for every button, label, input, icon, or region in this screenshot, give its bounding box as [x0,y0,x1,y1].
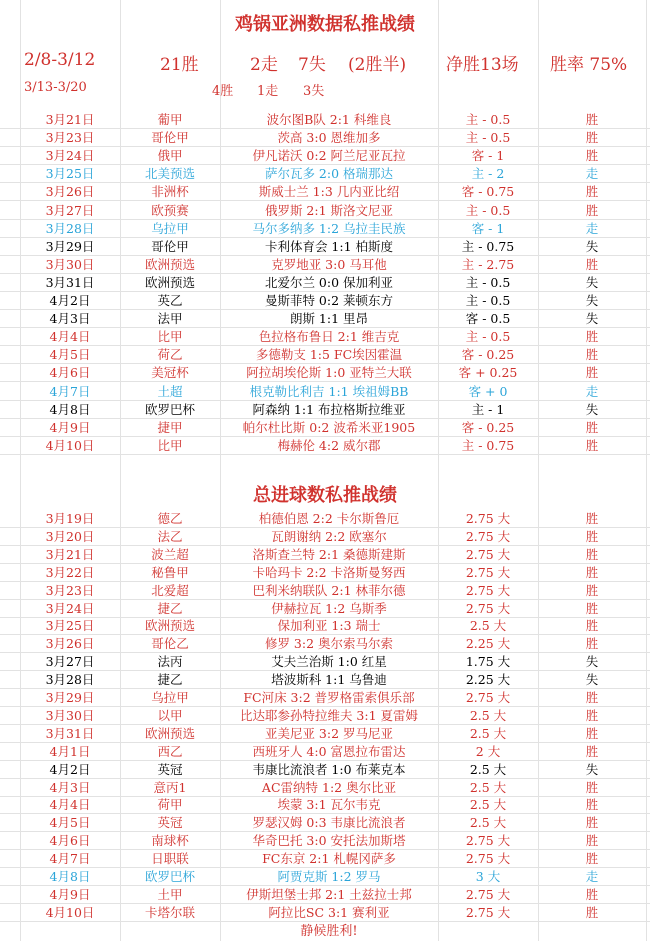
row-result: 胜 [585,511,599,526]
row-odds: 2.25 大 [465,672,511,688]
row-date: 4月3日 [49,311,91,327]
row-league: 波兰超 [151,546,189,562]
row-match: 多德勒支 1:5 FC埃因霍温 [255,347,403,363]
row-league: 荷乙 [157,347,183,363]
row-league: 土超 [157,383,183,399]
row-league: 哥伦甲 [151,238,189,254]
row-odds: 主 - 0.75 [461,437,515,453]
row-date: 4月9日 [49,886,91,902]
row-odds: 主 - 0.5 [465,130,511,146]
row-odds: 主 - 0.5 [465,202,511,218]
row-date: 4月7日 [49,383,91,399]
row-odds: 2.5 大 [469,815,507,831]
row-odds: 2 大 [475,743,501,759]
row-date: 3月21日 [45,112,95,127]
table-row [0,183,650,200]
summary-period: 2/8-3/12 [24,50,96,70]
row-odds: 2.75 大 [465,886,511,902]
row-league: 捷甲 [157,419,183,435]
row-result: 胜 [585,797,599,813]
row-odds: 客 - 0.75 [461,184,515,200]
row-date: 3月28日 [45,220,95,236]
row-odds: 主 - 1 [471,401,505,417]
row-date: 3月25日 [45,618,95,634]
row-date: 3月30日 [45,256,95,272]
row-result: 走 [585,220,599,236]
row-match: 阿拉比SC 3:1 赛利亚 [268,904,390,920]
row-league: 荷甲 [157,797,183,813]
row-odds: 客 + 0 [468,383,508,399]
row-match: 韦康比流浪者 1:0 布莱克本 [252,761,406,777]
table-row [0,202,650,219]
row-result: 胜 [585,707,599,723]
row-league: 欧洲预选 [144,256,195,272]
row-result: 失 [585,761,599,777]
row-league: 比甲 [157,437,183,453]
table-row [0,383,650,400]
table-row [0,904,650,921]
row-result: 失 [585,672,599,688]
row-date: 3月28日 [45,672,95,688]
row-match: 艾夫兰治斯 1:0 红星 [271,654,387,670]
table-row [0,437,650,454]
row-league: 日职联 [151,851,189,867]
row-date: 3月21日 [45,546,95,562]
row-date: 4月5日 [49,347,91,363]
row-result: 胜 [585,618,599,634]
row-match: 西班牙人 4:0 富恩拉布雷达 [252,743,406,759]
row-odds: 2.5 大 [469,725,507,741]
row-date: 4月4日 [49,797,91,813]
row-match: 柏德伯恩 2:2 卡尔斯鲁厄 [258,511,400,526]
row-league: 捷乙 [157,600,183,616]
table-row [0,707,650,724]
row-date: 3月19日 [45,511,95,526]
row-date: 3月23日 [45,130,95,146]
summary-net: 净胜13场 [446,55,519,75]
row-odds: 2.5 大 [469,797,507,813]
table-row [0,796,650,813]
row-league: 哥伦甲 [151,130,189,146]
table-row [0,814,650,831]
table-row [0,528,650,545]
row-odds: 客 - 0.25 [461,419,515,435]
row-match: 瓦朗谢纳 2:2 欧塞尔 [271,528,387,544]
row-league: 法丙 [157,654,183,670]
row-date: 3月30日 [45,707,95,723]
table-row [0,564,650,581]
row-result: 胜 [585,833,599,849]
row-match: 比达耶参孙特拉维夫 3:1 夏雷姆 [239,707,419,723]
row-league: 乌拉甲 [151,690,189,705]
row-match: 萨尔瓦多 2:0 格瑞那达 [264,166,394,182]
table-row [0,256,650,273]
row-league: 英冠 [157,761,183,777]
row-date: 4月1日 [49,743,91,759]
row-league: 哥伦乙 [151,636,189,652]
row-date: 3月31日 [45,274,95,290]
row-result: 胜 [585,112,599,127]
row-league: 欧罗巴杯 [144,401,195,417]
row-odds: 2.25 大 [465,636,511,652]
row-odds: 2.75 大 [465,690,511,705]
row-date: 3月31日 [45,725,95,741]
row-match: 斯威士兰 1:3 几内亚比绍 [258,184,400,200]
row-odds: 客 - 1 [471,148,505,164]
row-result: 胜 [585,528,599,544]
row-result: 胜 [585,437,599,453]
row-match: 根克勒比利吉 1:1 埃祖姆BB [249,383,409,399]
row-match: 伊凡诺沃 0:2 阿兰尼亚瓦拉 [252,148,406,164]
row-result: 走 [585,166,599,182]
row-result: 走 [585,869,599,884]
row-odds: 客 + 0.25 [458,365,518,381]
table-row [0,671,650,688]
summary2-wins: 4胜 [212,84,234,99]
row-odds: 2.5 大 [469,779,507,795]
row-result: 胜 [585,904,599,920]
row-date: 3月23日 [45,582,95,598]
row-league: 英冠 [157,815,183,831]
row-odds: 主 - 0.5 [465,112,511,127]
row-match: 塔波斯科 1:1 乌鲁迪 [271,672,387,688]
table-row [0,546,650,563]
row-match: AC雷纳特 1:2 奥尔比亚 [261,779,397,795]
row-result: 走 [585,383,599,399]
row-match: 华奇巴托 3:0 安托法加斯塔 [252,833,406,849]
row-match: FC东京 2:1 札幌冈萨多 [262,851,396,867]
row-match: 埃蒙 3:1 瓦尔韦克 [277,797,381,813]
row-date: 4月6日 [49,833,91,849]
row-result: 胜 [585,636,599,652]
row-date: 4月8日 [49,869,91,884]
row-result: 失 [585,401,599,417]
row-league: 法甲 [157,311,183,327]
row-match: 北爱尔兰 0:0 保加利亚 [264,274,394,290]
row-league: 德乙 [157,511,183,526]
table-row [0,617,650,634]
row-league: 西乙 [157,743,183,759]
row-league: 秘鲁甲 [151,564,189,580]
row-match: 色拉格布鲁日 2:1 维吉克 [258,329,400,345]
row-odds: 2.75 大 [465,546,511,562]
row-odds: 3 大 [475,869,501,884]
row-league: 意丙1 [153,779,187,795]
row-league: 土甲 [157,886,183,902]
row-odds: 2.5 大 [469,761,507,777]
row-league: 欧预赛 [151,202,189,218]
row-odds: 2.5 大 [469,707,507,723]
row-match: 阿拉胡埃伦斯 1:0 亚特兰大联 [246,365,412,381]
row-result: 胜 [585,202,599,218]
row-odds: 客 - 0.25 [461,347,515,363]
row-league: 乌拉甲 [151,220,189,236]
table-row [0,600,650,617]
row-odds: 主 - 0.75 [461,238,515,254]
row-date: 3月24日 [45,148,95,164]
row-date: 3月29日 [45,238,95,254]
row-odds: 主 - 0.5 [465,329,511,345]
row-result: 失 [585,238,599,254]
table-row [0,761,650,778]
row-date: 3月27日 [45,654,95,670]
row-odds: 2.75 大 [465,600,511,616]
table-row [0,310,650,327]
row-date: 4月10日 [45,437,95,453]
row-match: FC河床 3:2 普罗格雷索俱乐部 [243,690,415,705]
row-league: 北爱超 [151,582,189,598]
row-odds: 2.75 大 [465,582,511,598]
table-row [0,165,650,182]
row-result: 胜 [585,546,599,562]
row-league: 以甲 [157,707,183,723]
row-match: 阿贾克斯 1:2 罗马 [277,869,381,884]
row-odds: 2.75 大 [465,833,511,849]
row-match: 保加利亚 1:3 瑞士 [277,618,381,634]
row-date: 4月2日 [49,293,91,308]
row-date: 3月29日 [45,690,95,705]
row-league: 葡甲 [157,112,183,127]
row-match: 卡利体育会 1:1 柏斯度 [264,238,394,254]
row-result: 胜 [585,148,599,164]
row-league: 欧洲预选 [144,725,195,741]
row-date: 3月20日 [45,528,95,544]
row-match: 伊赫拉瓦 1:2 乌斯季 [271,600,387,616]
table-row [0,868,650,885]
row-result: 胜 [585,725,599,741]
row-odds: 客 - 0.5 [465,311,511,327]
row-match: 罗瑟汉姆 0:3 韦康比流浪者 [252,815,406,831]
row-result: 胜 [585,815,599,831]
row-league: 卡塔尔联 [144,904,195,920]
row-date: 3月24日 [45,600,95,616]
row-result: 胜 [585,851,599,867]
row-result: 胜 [585,743,599,759]
table-row [0,419,650,436]
row-odds: 2.75 大 [465,851,511,867]
row-league: 北美预选 [144,166,195,182]
row-date: 3月26日 [45,184,95,200]
row-result: 胜 [585,365,599,381]
table-row [0,238,650,255]
row-date: 4月9日 [49,419,91,435]
row-match: 马尔多纳多 1:2 乌拉圭民族 [252,220,406,236]
row-result: 胜 [585,130,599,146]
footer-text: 静候胜利! [300,924,358,939]
row-odds: 客 - 1 [471,220,505,236]
row-match: 朗斯 1:1 里昂 [289,311,369,327]
row-date: 3月22日 [45,564,95,580]
row-odds: 2.75 大 [465,904,511,920]
section2-title: 总进球数私推战绩 [253,485,397,506]
summary-half: (2胜半) [348,55,407,75]
summary2-period: 3/13-3/20 [24,80,87,95]
summary2-push: 1走 [257,84,279,99]
table-row [0,635,650,652]
table-row [0,850,650,867]
row-match: 茨高 3:0 恩维加多 [277,130,381,146]
row-date: 4月7日 [49,851,91,867]
summary-rate: 胜率 75% [550,55,628,75]
row-date: 3月27日 [45,202,95,218]
row-result: 胜 [585,329,599,345]
row-league: 俄甲 [157,148,183,164]
row-odds: 2.5 大 [469,618,507,634]
table-row [0,274,650,291]
row-result: 失 [585,311,599,327]
table-row [0,147,650,164]
section1-title: 鸡锅亚洲数据私推战绩 [235,14,415,35]
grid-row-line [0,454,650,455]
row-date: 4月4日 [49,329,91,345]
row-date: 3月25日 [45,166,95,182]
row-odds: 主 - 0.5 [465,293,511,308]
row-odds: 2.75 大 [465,564,511,580]
row-odds: 主 - 0.5 [465,274,511,290]
row-result: 胜 [585,690,599,705]
summary-wins: 21胜 [160,55,199,75]
row-match: 洛斯查兰特 2:1 桑德斯建斯 [252,546,406,562]
row-date: 4月5日 [49,815,91,831]
row-result: 胜 [585,256,599,272]
row-result: 胜 [585,184,599,200]
table-row [0,689,650,706]
row-match: 曼斯菲特 0:2 莱顿东方 [264,293,394,308]
row-date: 3月26日 [45,636,95,652]
row-odds: 2.75 大 [465,528,511,544]
row-odds: 主 - 2.75 [461,256,515,272]
row-result: 胜 [585,582,599,598]
table-row [0,653,650,670]
row-result: 失 [585,274,599,290]
row-match: 波尔图B队 2:1 科维良 [266,112,392,127]
table-row [0,111,650,128]
table-row [0,832,650,849]
table-row [0,401,650,418]
row-date: 4月6日 [49,365,91,381]
row-league: 美冠杯 [151,365,189,381]
row-league: 法乙 [157,528,183,544]
row-date: 4月10日 [45,904,95,920]
row-league: 非洲杯 [151,184,189,200]
row-match: 俄罗斯 2:1 斯洛文尼亚 [264,202,394,218]
row-match: 帕尔杜比斯 0:2 波希米亚1905 [242,419,416,435]
row-result: 胜 [585,779,599,795]
summary2-loss: 3失 [303,84,325,99]
row-result: 胜 [585,886,599,902]
row-match: 修罗 3:2 奥尔索马尔索 [264,636,394,652]
row-league: 比甲 [157,329,183,345]
table-row [0,582,650,599]
row-match: 阿森纳 1:1 布拉格斯拉维亚 [252,401,406,417]
row-league: 欧洲预选 [144,274,195,290]
table-row [0,743,650,760]
row-odds: 2.75 大 [465,511,511,526]
row-match: 梅赫伦 4:2 威尔郡 [277,437,381,453]
table-row [0,346,650,363]
table-row [0,510,650,527]
row-league: 欧罗巴杯 [144,869,195,884]
table-row [0,129,650,146]
table-row [0,328,650,345]
summary-push: 2走 [250,55,278,75]
row-match: 克罗地亚 3:0 马耳他 [271,256,387,272]
row-league: 欧洲预选 [144,618,195,634]
row-match: 巴利米纳联队 2:1 林菲尔德 [252,582,406,598]
row-result: 胜 [585,419,599,435]
row-league: 英乙 [157,293,183,308]
row-match: 卡哈玛卡 2:2 卡洛斯曼努西 [252,564,406,580]
row-odds: 1.75 大 [465,654,511,670]
row-result: 失 [585,654,599,670]
table-row [0,292,650,309]
table-row [0,725,650,742]
table-row [0,886,650,903]
row-result: 失 [585,293,599,308]
row-league: 南球杯 [151,833,189,849]
summary-loss: 7失 [298,55,326,75]
row-result: 胜 [585,564,599,580]
table-row [0,364,650,381]
row-date: 4月3日 [49,779,91,795]
row-match: 亚美尼亚 3:2 罗马尼亚 [264,725,394,741]
table-row [0,779,650,796]
table-row [0,220,650,237]
row-result: 胜 [585,600,599,616]
row-date: 4月2日 [49,761,91,777]
row-date: 4月8日 [49,401,91,417]
row-result: 胜 [585,347,599,363]
row-league: 捷乙 [157,672,183,688]
row-match: 伊斯坦堡士邦 2:1 土兹拉士邦 [246,886,412,902]
row-odds: 主 - 2 [471,166,505,182]
